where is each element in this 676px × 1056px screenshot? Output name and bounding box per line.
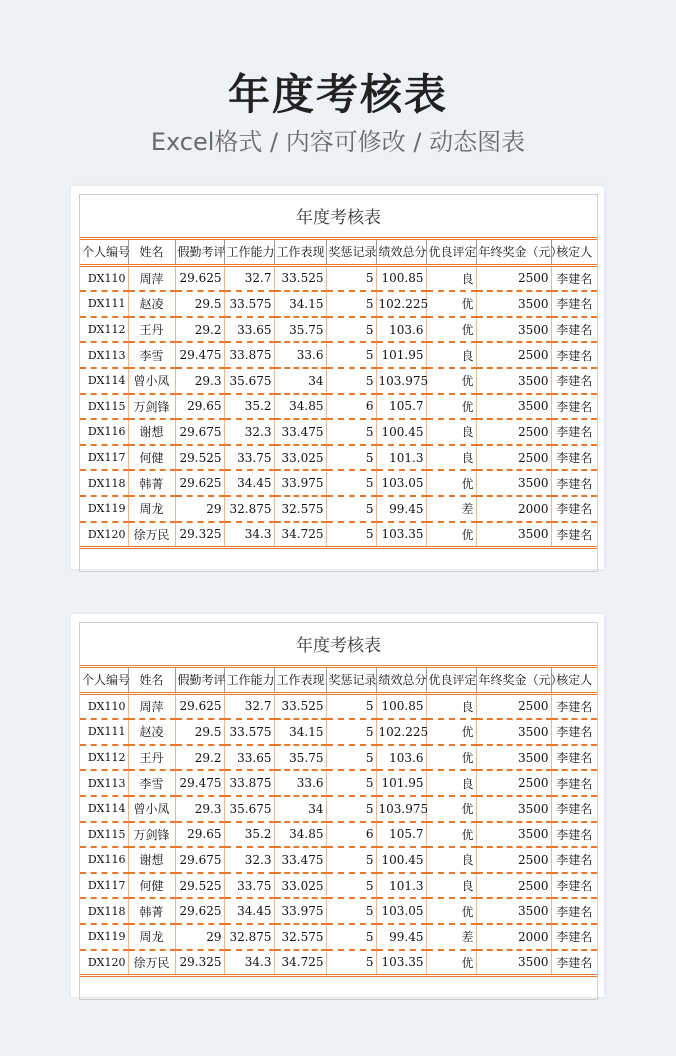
column-header-rating: 优良评定 — [426, 239, 476, 266]
cell-attendance: 29 — [175, 924, 224, 950]
cell-reward: 5 — [326, 291, 376, 317]
cell-bonus: 2000 — [476, 924, 551, 950]
sheet-grid — [79, 194, 598, 572]
page-title: 年度考核表 — [227, 70, 448, 119]
cell-id: DX111 — [80, 291, 128, 317]
cell-attendance: 29.675 — [175, 847, 224, 873]
table-row — [80, 419, 597, 445]
cell-id: DX120 — [80, 522, 128, 548]
table-row — [80, 745, 597, 771]
cell-name: 何健 — [128, 873, 175, 899]
cell-total: 99.45 — [376, 496, 426, 522]
cell-total: 103.6 — [376, 317, 426, 343]
cell-reward: 6 — [326, 394, 376, 420]
cell-attendance: 29.3 — [175, 368, 224, 394]
cell-performance: 34.15 — [274, 291, 326, 317]
cell-ability: 32.3 — [224, 419, 274, 445]
cell-bonus: 3500 — [476, 719, 551, 745]
cell-approver: 李建名 — [551, 796, 597, 822]
cell-ability: 32.7 — [224, 265, 274, 291]
cell-performance: 35.75 — [274, 745, 326, 771]
column-header-total: 绩效总分 — [376, 667, 426, 694]
spreadsheet-preview-1 — [71, 186, 604, 569]
cell-total: 101.95 — [376, 342, 426, 368]
cell-rating: 良 — [426, 847, 476, 873]
cell-ability: 32.875 — [224, 496, 274, 522]
cell-approver: 李建名 — [551, 822, 597, 848]
column-header-bonus: 年终奖金（元） — [476, 239, 551, 266]
cell-ability: 33.575 — [224, 719, 274, 745]
cell-bonus: 2500 — [476, 770, 551, 796]
cell-reward: 5 — [326, 522, 376, 548]
cell-total: 105.7 — [376, 822, 426, 848]
cell-attendance: 29.625 — [175, 898, 224, 924]
cell-approver: 李建名 — [551, 522, 597, 548]
cell-name: 李雪 — [128, 770, 175, 796]
cell-id: DX112 — [80, 317, 128, 343]
cell-id: DX115 — [80, 394, 128, 420]
cell-approver: 李建名 — [551, 342, 597, 368]
cell-ability: 33.65 — [224, 317, 274, 343]
cell-attendance: 29.625 — [175, 693, 224, 719]
cell-name: 周龙 — [128, 496, 175, 522]
column-header-approver: 核定人 — [551, 667, 597, 694]
cell-reward: 6 — [326, 822, 376, 848]
cell-performance: 35.75 — [274, 317, 326, 343]
cell-approver: 李建名 — [551, 419, 597, 445]
cell-performance: 34.725 — [274, 950, 326, 976]
cell-reward: 5 — [326, 419, 376, 445]
cell-approver: 李建名 — [551, 368, 597, 394]
cell-ability: 35.675 — [224, 368, 274, 394]
cell-approver: 李建名 — [551, 950, 597, 976]
column-header-id: 个人编号 — [80, 667, 128, 694]
table-row — [80, 770, 597, 796]
cell-bonus: 2500 — [476, 445, 551, 471]
cell-id: DX117 — [80, 445, 128, 471]
cell-bonus: 3500 — [476, 368, 551, 394]
cell-attendance: 29 — [175, 496, 224, 522]
cell-performance: 33.475 — [274, 847, 326, 873]
cell-reward: 5 — [326, 745, 376, 771]
cell-attendance: 29.65 — [175, 394, 224, 420]
cell-rating: 优 — [426, 368, 476, 394]
cell-bonus: 3500 — [476, 822, 551, 848]
cell-approver: 李建名 — [551, 770, 597, 796]
cell-performance: 33.025 — [274, 873, 326, 899]
cell-name: 周萍 — [128, 265, 175, 291]
cell-ability: 34.3 — [224, 950, 274, 976]
cell-attendance: 29.65 — [175, 822, 224, 848]
column-header-bonus: 年终奖金（元） — [476, 667, 551, 694]
cell-reward: 5 — [326, 342, 376, 368]
table-row — [80, 291, 597, 317]
cell-rating: 优 — [426, 719, 476, 745]
cell-approver: 李建名 — [551, 291, 597, 317]
cell-approver: 李建名 — [551, 693, 597, 719]
cell-bonus: 3500 — [476, 898, 551, 924]
cell-attendance: 29.675 — [175, 419, 224, 445]
cell-id: DX119 — [80, 496, 128, 522]
cell-rating: 优 — [426, 317, 476, 343]
cell-name: 赵凌 — [128, 291, 175, 317]
cell-bonus: 3500 — [476, 522, 551, 548]
cell-performance: 34 — [274, 796, 326, 822]
cell-id: DX113 — [80, 770, 128, 796]
table-row — [80, 950, 597, 976]
cell-attendance: 29.325 — [175, 950, 224, 976]
column-header-performance: 工作表现 — [274, 239, 326, 266]
column-header-performance: 工作表现 — [274, 667, 326, 694]
cell-approver: 李建名 — [551, 445, 597, 471]
table-row — [80, 924, 597, 950]
cell-ability: 34.3 — [224, 522, 274, 548]
cell-name: 谢想 — [128, 419, 175, 445]
table-row — [80, 342, 597, 368]
cell-total: 105.7 — [376, 394, 426, 420]
cell-performance: 34 — [274, 368, 326, 394]
cell-rating: 良 — [426, 693, 476, 719]
cell-reward: 5 — [326, 445, 376, 471]
cell-performance: 34.85 — [274, 822, 326, 848]
column-header-ability: 工作能力 — [224, 239, 274, 266]
cell-id: DX112 — [80, 745, 128, 771]
cell-name: 赵凌 — [128, 719, 175, 745]
cell-performance: 33.475 — [274, 419, 326, 445]
cell-bonus: 2500 — [476, 873, 551, 899]
cell-attendance: 29.2 — [175, 745, 224, 771]
cell-name: 王丹 — [128, 745, 175, 771]
cell-bonus: 2500 — [476, 342, 551, 368]
cell-ability: 35.2 — [224, 394, 274, 420]
cell-id: DX116 — [80, 847, 128, 873]
cell-ability: 32.875 — [224, 924, 274, 950]
cell-id: DX119 — [80, 924, 128, 950]
column-header-attendance: 假勤考评 — [175, 239, 224, 266]
cell-total: 103.05 — [376, 898, 426, 924]
cell-performance: 33.525 — [274, 265, 326, 291]
cell-rating: 良 — [426, 873, 476, 899]
cell-attendance: 29.525 — [175, 873, 224, 899]
cell-bonus: 3500 — [476, 394, 551, 420]
cell-performance: 33.6 — [274, 770, 326, 796]
column-header-approver: 核定人 — [551, 239, 597, 266]
cell-rating: 良 — [426, 419, 476, 445]
cell-rating: 良 — [426, 265, 476, 291]
cell-reward: 5 — [326, 924, 376, 950]
sheet-grid — [79, 622, 598, 1000]
column-header-attendance: 假勤考评 — [175, 667, 224, 694]
table-row — [80, 822, 597, 848]
cell-name: 李雪 — [128, 342, 175, 368]
cell-name: 曾小凤 — [128, 368, 175, 394]
cell-reward: 5 — [326, 265, 376, 291]
cell-name: 何健 — [128, 445, 175, 471]
cell-name: 周萍 — [128, 693, 175, 719]
cell-performance: 33.525 — [274, 693, 326, 719]
cell-reward: 5 — [326, 873, 376, 899]
cell-total: 103.05 — [376, 470, 426, 496]
cell-name: 韩菁 — [128, 470, 175, 496]
blank-row — [80, 977, 597, 1000]
cell-approver: 李建名 — [551, 470, 597, 496]
cell-total: 101.95 — [376, 770, 426, 796]
cell-name: 徐万民 — [128, 522, 175, 548]
cell-total: 100.45 — [376, 847, 426, 873]
cell-bonus: 2500 — [476, 419, 551, 445]
cell-total: 102.225 — [376, 291, 426, 317]
table-row — [80, 719, 597, 745]
cell-name: 曾小凤 — [128, 796, 175, 822]
cell-ability: 32.7 — [224, 693, 274, 719]
cell-bonus: 2500 — [476, 265, 551, 291]
cell-total: 103.35 — [376, 522, 426, 548]
cell-id: DX118 — [80, 470, 128, 496]
column-header-reward: 奖惩记录 — [326, 667, 376, 694]
column-header-name: 姓名 — [128, 239, 175, 266]
cell-bonus: 3500 — [476, 745, 551, 771]
cell-attendance: 29.5 — [175, 291, 224, 317]
cell-bonus: 3500 — [476, 291, 551, 317]
table-row — [80, 873, 597, 899]
cell-performance: 33.975 — [274, 470, 326, 496]
cell-rating: 良 — [426, 342, 476, 368]
spreadsheet-preview-2 — [71, 614, 604, 997]
cell-total: 103.35 — [376, 950, 426, 976]
cell-name: 周龙 — [128, 924, 175, 950]
cell-name: 万剑锋 — [128, 394, 175, 420]
table-row — [80, 368, 597, 394]
cell-attendance: 29.475 — [175, 770, 224, 796]
cell-reward: 5 — [326, 368, 376, 394]
cell-total: 100.85 — [376, 693, 426, 719]
cell-rating: 差 — [426, 924, 476, 950]
cell-rating: 优 — [426, 470, 476, 496]
cell-bonus: 3500 — [476, 317, 551, 343]
header-row — [80, 239, 597, 266]
cell-attendance: 29.525 — [175, 445, 224, 471]
cell-name: 谢想 — [128, 847, 175, 873]
cell-rating: 差 — [426, 496, 476, 522]
cell-ability: 33.875 — [224, 342, 274, 368]
blank-row — [80, 549, 597, 572]
table-row — [80, 693, 597, 719]
table-row — [80, 265, 597, 291]
table-row — [80, 796, 597, 822]
cell-rating: 良 — [426, 445, 476, 471]
cell-bonus: 2000 — [476, 496, 551, 522]
column-header-ability: 工作能力 — [224, 667, 274, 694]
cell-reward: 5 — [326, 847, 376, 873]
cell-attendance: 29.3 — [175, 796, 224, 822]
table-row — [80, 317, 597, 343]
cell-attendance: 29.625 — [175, 470, 224, 496]
cell-bonus: 3500 — [476, 796, 551, 822]
cell-name: 王丹 — [128, 317, 175, 343]
table-title: 年度考核表 — [80, 194, 597, 237]
table-row — [80, 470, 597, 496]
cell-total: 103.975 — [376, 368, 426, 394]
cell-reward: 5 — [326, 796, 376, 822]
cell-reward: 5 — [326, 693, 376, 719]
cell-ability: 33.75 — [224, 445, 274, 471]
cell-approver: 李建名 — [551, 394, 597, 420]
cell-rating: 优 — [426, 898, 476, 924]
cell-bonus: 2500 — [476, 847, 551, 873]
cell-performance: 33.6 — [274, 342, 326, 368]
cell-attendance: 29.475 — [175, 342, 224, 368]
cell-id: DX110 — [80, 265, 128, 291]
table-title: 年度考核表 — [80, 622, 597, 665]
cell-total: 99.45 — [376, 924, 426, 950]
table-row — [80, 496, 597, 522]
cell-rating: 优 — [426, 522, 476, 548]
cell-ability: 34.45 — [224, 470, 274, 496]
cell-id: DX110 — [80, 693, 128, 719]
cell-attendance: 29.325 — [175, 522, 224, 548]
cell-ability: 35.675 — [224, 796, 274, 822]
cell-rating: 优 — [426, 950, 476, 976]
cell-performance: 34.15 — [274, 719, 326, 745]
cell-bonus: 3500 — [476, 950, 551, 976]
cell-bonus: 3500 — [476, 470, 551, 496]
cell-id: DX113 — [80, 342, 128, 368]
cell-performance: 33.025 — [274, 445, 326, 471]
column-header-id: 个人编号 — [80, 239, 128, 266]
cell-total: 101.3 — [376, 445, 426, 471]
cell-total: 100.85 — [376, 265, 426, 291]
cell-approver: 李建名 — [551, 719, 597, 745]
cell-id: DX114 — [80, 368, 128, 394]
cell-id: DX117 — [80, 873, 128, 899]
cell-total: 102.225 — [376, 719, 426, 745]
cell-attendance: 29.625 — [175, 265, 224, 291]
cell-approver: 李建名 — [551, 496, 597, 522]
cell-performance: 34.85 — [274, 394, 326, 420]
cell-reward: 5 — [326, 470, 376, 496]
header-row — [80, 667, 597, 694]
cell-ability: 33.65 — [224, 745, 274, 771]
cell-name: 徐万民 — [128, 950, 175, 976]
cell-approver: 李建名 — [551, 745, 597, 771]
appraisal-table — [80, 665, 597, 977]
cell-approver: 李建名 — [551, 898, 597, 924]
cell-approver: 李建名 — [551, 924, 597, 950]
cell-approver: 李建名 — [551, 847, 597, 873]
cell-reward: 5 — [326, 719, 376, 745]
cell-approver: 李建名 — [551, 317, 597, 343]
cell-rating: 优 — [426, 796, 476, 822]
cell-total: 100.45 — [376, 419, 426, 445]
cell-reward: 5 — [326, 950, 376, 976]
appraisal-table — [80, 237, 597, 549]
cell-ability: 34.45 — [224, 898, 274, 924]
cell-ability: 32.3 — [224, 847, 274, 873]
cell-bonus: 2500 — [476, 693, 551, 719]
cell-reward: 5 — [326, 770, 376, 796]
cell-id: DX118 — [80, 898, 128, 924]
table-row — [80, 847, 597, 873]
cell-rating: 优 — [426, 291, 476, 317]
cell-name: 韩菁 — [128, 898, 175, 924]
table-row — [80, 522, 597, 548]
cell-id: DX115 — [80, 822, 128, 848]
cell-id: DX114 — [80, 796, 128, 822]
cell-rating: 良 — [426, 770, 476, 796]
cell-total: 103.6 — [376, 745, 426, 771]
table-row — [80, 898, 597, 924]
cell-approver: 李建名 — [551, 873, 597, 899]
cell-id: DX120 — [80, 950, 128, 976]
cell-reward: 5 — [326, 496, 376, 522]
cell-rating: 优 — [426, 394, 476, 420]
column-header-total: 绩效总分 — [376, 239, 426, 266]
cell-performance: 34.725 — [274, 522, 326, 548]
cell-total: 103.975 — [376, 796, 426, 822]
page-subtitle: Excel格式 / 内容可修改 / 动态图表 — [150, 128, 526, 156]
cell-name: 万剑锋 — [128, 822, 175, 848]
cell-performance: 32.575 — [274, 496, 326, 522]
column-header-rating: 优良评定 — [426, 667, 476, 694]
cell-total: 101.3 — [376, 873, 426, 899]
column-header-name: 姓名 — [128, 667, 175, 694]
cell-ability: 33.875 — [224, 770, 274, 796]
cell-ability: 33.575 — [224, 291, 274, 317]
cell-ability: 35.2 — [224, 822, 274, 848]
cell-id: DX111 — [80, 719, 128, 745]
cell-attendance: 29.2 — [175, 317, 224, 343]
table-row — [80, 394, 597, 420]
cell-attendance: 29.5 — [175, 719, 224, 745]
cell-performance: 33.975 — [274, 898, 326, 924]
cell-reward: 5 — [326, 317, 376, 343]
cell-reward: 5 — [326, 898, 376, 924]
cell-id: DX116 — [80, 419, 128, 445]
cell-performance: 32.575 — [274, 924, 326, 950]
cell-approver: 李建名 — [551, 265, 597, 291]
cell-rating: 优 — [426, 822, 476, 848]
cell-ability: 33.75 — [224, 873, 274, 899]
cell-rating: 优 — [426, 745, 476, 771]
table-row — [80, 445, 597, 471]
column-header-reward: 奖惩记录 — [326, 239, 376, 266]
